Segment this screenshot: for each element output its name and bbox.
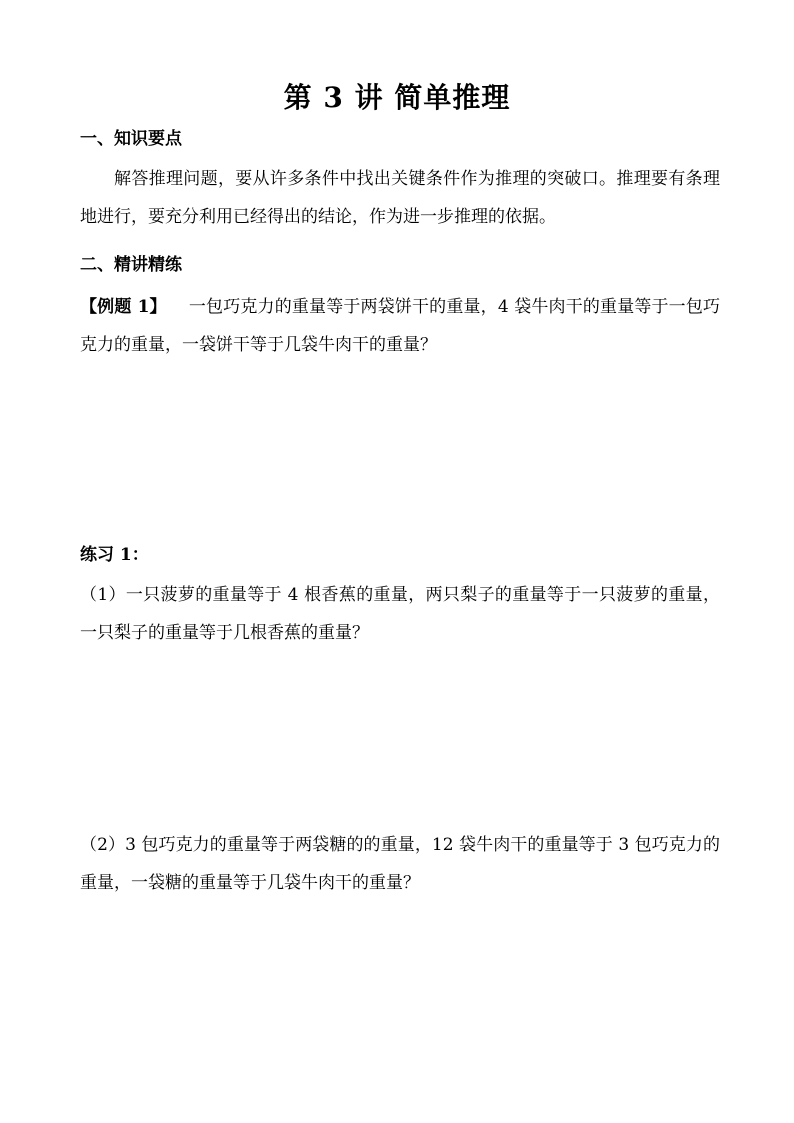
exercise-1-question-1: （1）一只菠萝的重量等于 4 根香蕉的重量，两只梨子的重量等于一只菠萝的重量，一只梨子的重量等于几根香蕉的重量？ bbox=[80, 585, 720, 643]
exercise-1-heading: 练习 1： bbox=[80, 545, 149, 565]
exercise-1-question-2: （2）3 包巧克力的重量等于两袋糖的的重量，12 袋牛肉干的重量等于 3 包巧克力的重量，一袋糖的重量等于几袋牛肉干的重量？ bbox=[80, 835, 720, 893]
page-title: 第 3 讲 简单推理 bbox=[283, 81, 511, 114]
example-1-text: 一包巧克力的重量等于两袋饼干的重量，4 袋牛肉干的重量等于一包巧克力的重量，一袋饼干等于几袋牛肉干的重量？ bbox=[80, 297, 721, 355]
section-heading-practice: 二、精讲精练 bbox=[80, 255, 182, 275]
example-1 bbox=[80, 288, 720, 364]
section-heading-knowledge: 一、知识要点 bbox=[80, 129, 182, 149]
example-1-label: 【例题 1】 bbox=[80, 297, 167, 317]
knowledge-paragraph: 解答推理问题，要从许多条件中找出关键条件作为推理的突破口。推理要有条理地进行，要充分利用已经得出的结论，作为进一步推理的依据。 bbox=[80, 169, 720, 227]
